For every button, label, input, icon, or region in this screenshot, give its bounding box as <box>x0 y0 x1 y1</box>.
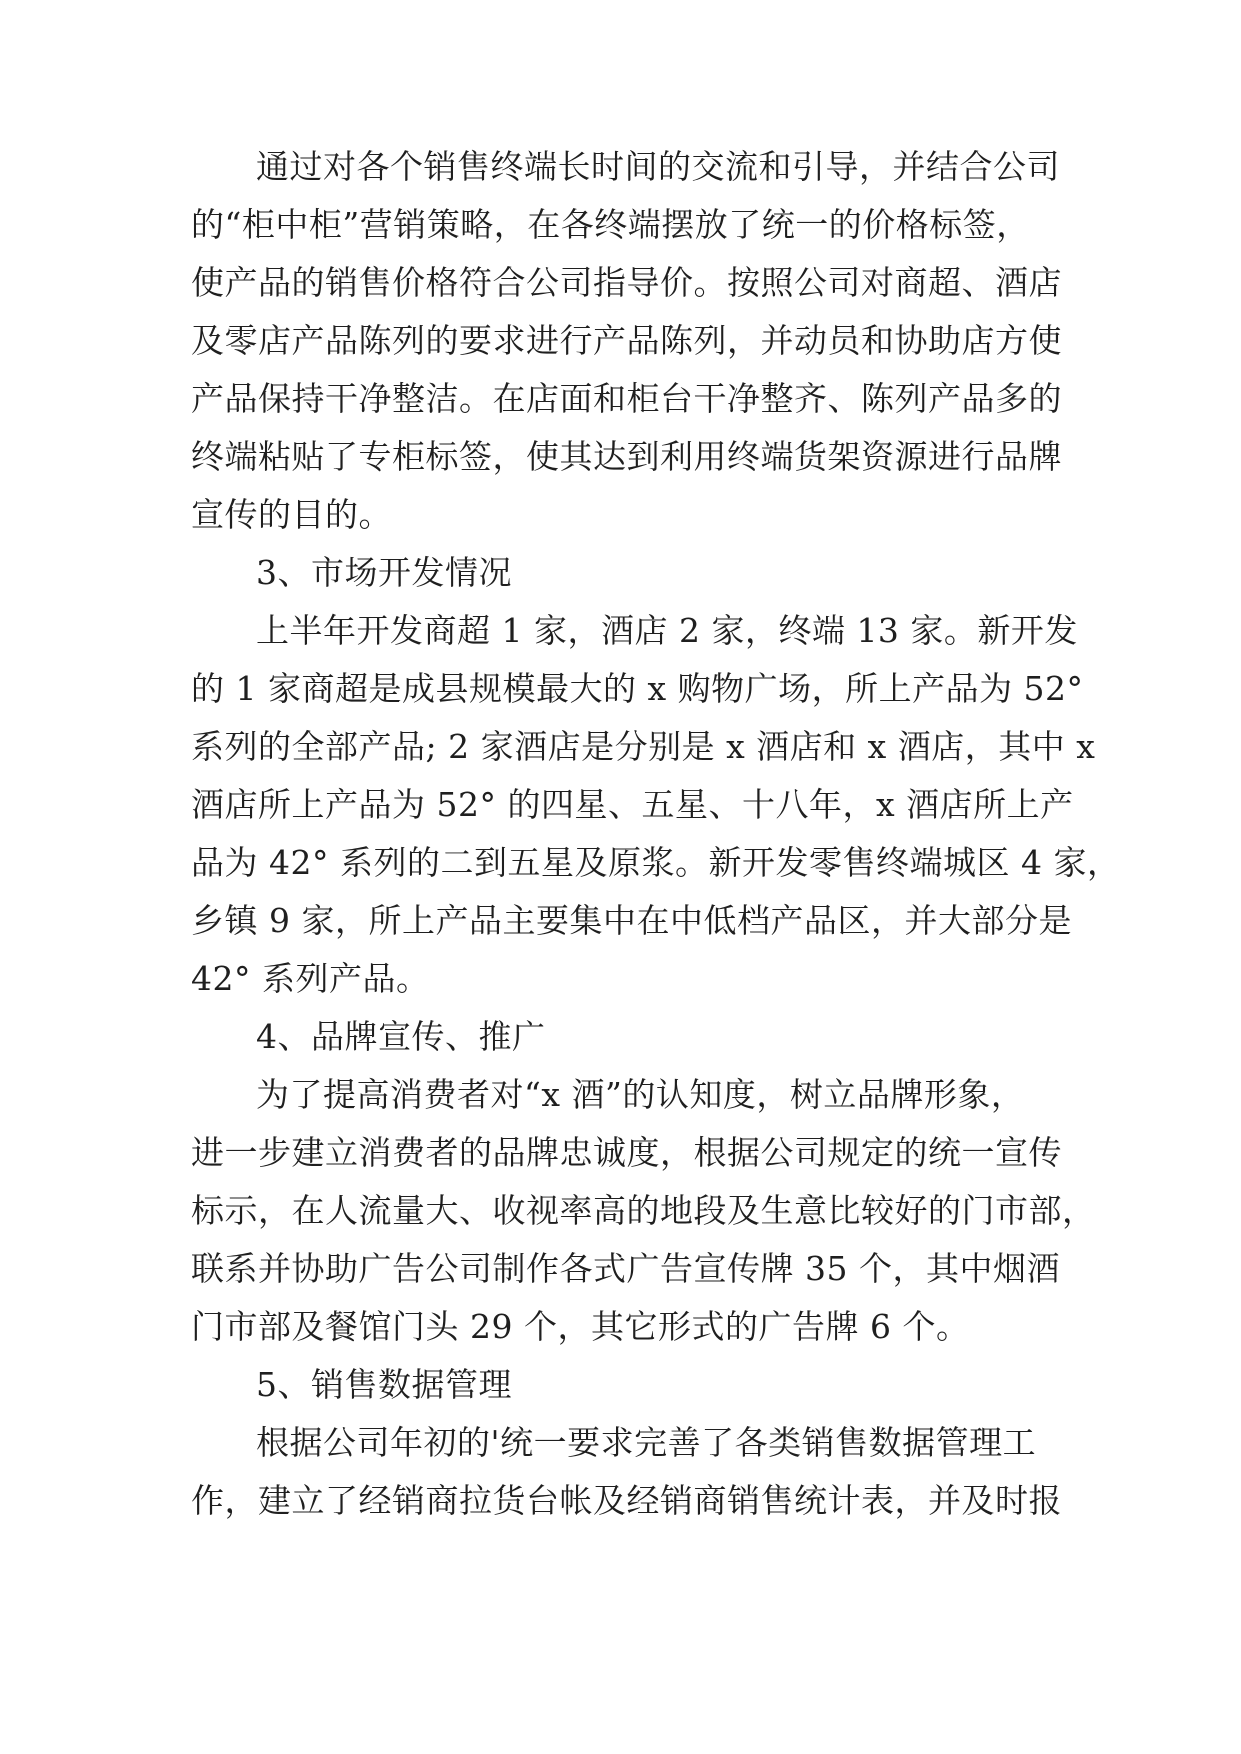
paragraph-line: 根据公司年初的'统一要求完善了各类销售数据管理工 <box>256 1423 1037 1462</box>
paragraph-line: 的“柜中柜”营销策略，在各终端摆放了统一的价格标签， <box>191 205 1030 244</box>
paragraph-line: 上半年开发商超 1 家，酒店 2 家，终端 13 家。新开发 <box>256 611 1078 650</box>
paragraph-line: 的 1 家商超是成县规模最大的 x 购物广场，所上产品为 52° <box>191 669 1084 708</box>
section-heading: 3、市场开发情况 <box>256 553 512 592</box>
paragraph-line: 标示，在人流量大、收视率高的地段及生意比较好的门市部， <box>191 1191 1096 1230</box>
paragraph-line: 门市部及餐馆门头 29 个，其它形式的广告牌 6 个。 <box>191 1307 970 1346</box>
paragraph-line: 进一步建立消费者的品牌忠诚度，根据公司规定的统一宣传 <box>191 1133 1062 1172</box>
paragraph-line: 乡镇 9 家，所上产品主要集中在中低档产品区，并大部分是 <box>191 901 1072 940</box>
paragraph-line: 品为 42° 系列的二到五星及原浆。新开发零售终端城区 4 家， <box>191 843 1121 882</box>
section-heading: 4、品牌宣传、推广 <box>256 1017 546 1056</box>
paragraph-line: 使产品的销售价格符合公司指导价。按照公司对商超、酒店 <box>191 263 1062 302</box>
paragraph-line: 系列的全部产品; 2 家酒店是分别是 x 酒店和 x 酒店，其中 x <box>191 727 1096 766</box>
paragraph-line: 及零店产品陈列的要求进行产品陈列，并动员和协助店方使 <box>191 321 1062 360</box>
paragraph-line: 产品保持干净整洁。在店面和柜台干净整齐、陈列产品多的 <box>191 379 1062 418</box>
paragraph-line: 为了提高消费者对“x 酒”的认知度，树立品牌形象， <box>256 1075 1025 1114</box>
paragraph-line: 宣传的目的。 <box>191 495 392 534</box>
section-heading: 5、销售数据管理 <box>256 1365 512 1404</box>
paragraph-line: 作，建立了经销商拉货台帐及经销商销售统计表，并及时报 <box>191 1481 1062 1520</box>
paragraph-line: 终端粘贴了专柜标签，使其达到利用终端货架资源进行品牌 <box>191 437 1062 476</box>
paragraph-line: 42° 系列产品。 <box>191 959 430 998</box>
paragraph-line: 酒店所上产品为 52° 的四星、五星、十八年，x 酒店所上产 <box>191 785 1074 824</box>
paragraph-line: 通过对各个销售终端长时间的交流和引导，并结合公司 <box>256 147 1060 186</box>
paragraph-line: 联系并协助广告公司制作各式广告宣传牌 35 个，其中烟酒 <box>191 1249 1060 1288</box>
